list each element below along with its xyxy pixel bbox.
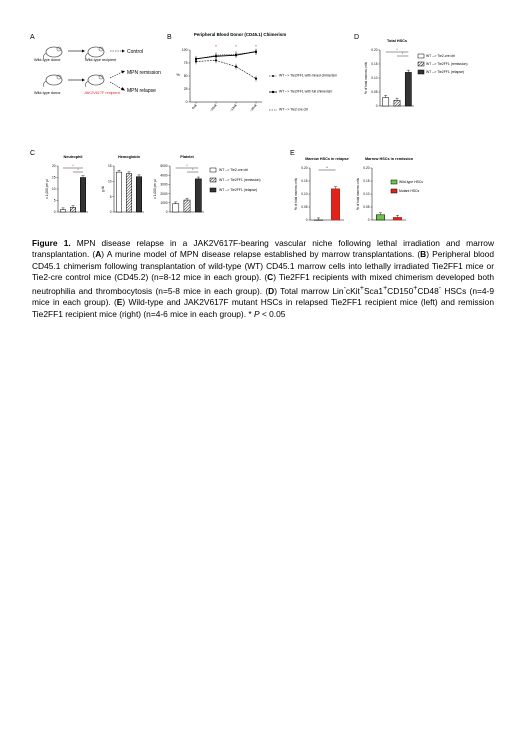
total-hsc-y-tick-label: 0 [375,104,378,109]
legend-e-mutant: Mutant HSCs [399,189,420,193]
total-hsc-y-tick-label: 0.10 [371,76,378,81]
total-hsc-sig-star: * [396,47,398,53]
hsc-relapse-y-tick-label: 0 [305,218,308,223]
legend-b-mixed: WT --> Tie2/FF1 with mixed chimerism [279,73,338,78]
outcome-remission: MPN remission [127,70,161,76]
legend-c-relapse: WT --> Tie2FF1 (relapse) [219,188,258,192]
chart-e-legend [391,180,423,193]
caption-e-text: Wild-type and JAK2V617F mutant HSCs in relapsed Tie2FF1 recipient mice (left) and remission Tie2FF1 recipient mice (right) (n=4-6 mice in each group). * [32,297,494,319]
hsc-relapse-y-tick-label: 0.15 [301,179,308,184]
hemoglobin-bar [116,172,122,212]
caption-b-text: Peripheral blood CD45.1 chimerism following transplantation of wild-type (WT) CD45.1 marrow cells into lethally irradiated Tie2FF1 mice or Tie2-cre control mice (CD45.2) (n=8-12 mice in each group). [32,249,494,282]
platelet-bar [173,204,179,212]
caption-d-letter: D [268,285,275,296]
arrowhead-3 [82,79,85,82]
panel-b-letter: B [167,34,172,41]
neutrophil-bar [70,207,76,212]
hemoglobin-y-tick-label: 15 [107,164,112,169]
chart-b-x-tick-label: 6wk [191,103,198,110]
chart-c-legend [210,168,260,192]
total-hsc-bar [394,100,400,106]
chart-b-x-tick-label: ~16wk [248,103,258,113]
total-hsc-title: Total HSCs [387,39,407,43]
hsc-relapse-y-tick-label: 0.05 [301,205,308,210]
mouse-icon [85,75,104,87]
platelet-sig-star: * [186,163,188,169]
figure-caption: Figure 1. MPN disease relapse in a JAK2V617F-bearing vascular niche following lethal irradiation and marrow transplantation. (A) A murine model of MPN disease relapse established by marrow transplantations. (B) Peripheral blood CD45.1 chimerism following transplantation of wild-type (WT) CD45.1 marrow cells into lethally irradiated Tie2FF1 mice or Tie2-cre control mice (CD45.2) (n=8-12 mice in each group). (C) Tie2FF1 recipients with mixed chimerism developed both neutrophilia and thrombocytosis (n=5-8 mice in each group). (D) Total marrow Lin-cKit+Sca1+CD150+CD48- HSCs (n=4-9 mice in each group). (E) Wild-type and JAK2V617F mutant HSCs in relapsed Tie2FF1 recipient mice (left) and remission Tie2FF1 recipient mice (right) (n=4-6 mice in each group). * P < 0.05 [32,238,495,319]
chart-b-x-tick-label: ~10wk [208,103,218,113]
chart-b-point [215,59,217,61]
outcome-control: Control [127,49,144,55]
chart-b-point [235,66,237,68]
outcome-relapse: MPN relapse [127,88,156,94]
chart-b-point [215,54,217,56]
platelet-y-label: x 1,000 per µl [153,179,157,199]
caption-c-text: Tie2FF1 recipients with mixed chimerism developed both neutrophilia and thrombocytosis (n=5-8 mice in each group). [32,271,495,296]
legend-d-remission: WT --> Tie2FF1 (remission) [426,62,468,66]
legend-e-wildtype: Wild-type HSCs [399,180,423,184]
chart-d-legend [418,54,467,74]
caption-a-letter: A [95,249,102,260]
legend-b-full: WT --> Tie2/FF1 with full chimerism [279,89,333,94]
chart-b-x-tick-label: ~13wk [228,103,238,113]
legend-c-ctrl: WT --> Tie2-cre ctrl [219,168,249,172]
panel-d-letter: D [354,34,360,41]
chart-b-y-label: % [176,72,180,77]
panel-d-chart [352,30,502,122]
platelet-bar [195,179,201,212]
chart-b-y-tick-label: 0 [185,100,188,105]
panel-e-chart [288,148,502,226]
chart-b-y-tick-label: 75 [183,61,188,66]
caption-intro: MPN disease relapse in a JAK2V617F-bearing vascular niche following lethal irradiation and marrow transplantation. [32,238,495,260]
legend-b-ctrl: WT --> Tie2-cre ctrl [279,107,309,112]
chart-b-sig-star: * [235,44,237,49]
caption-b-letter: B [420,249,427,260]
platelet-y-tick-label: 4000 [160,173,168,178]
hemoglobin-y-tick-label: 0 [109,210,112,215]
legend-c-remission: WT --> Tie2FF1 (remission) [219,178,261,182]
mouse-icon [43,75,62,87]
hsc-remission-y-tick-label: 0.20 [363,166,370,171]
arrowhead-2 [122,50,125,53]
caption-c-letter: C [267,271,274,282]
platelet-bar [184,200,190,212]
chart-b-title: Peripheral Blood Donor (CD45.1) Chimerism [193,32,287,37]
caption-e-letter: E [116,297,123,308]
neutrophil-y-tick-label: 20 [51,164,56,169]
hsc-relapse-title: Marrow HSCs in relapse [305,157,349,161]
hemoglobin-bar [126,174,132,212]
donor-label-2: Wild-type donor [34,91,61,95]
platelet-y-tick-label: 5000 [160,164,168,169]
neutrophil-bar [60,210,66,212]
hsc-remission-title: Marrow HSCs in remission [364,157,414,161]
chart-b-series-line [196,52,256,59]
legend-d-ctrl: WT --> Tie2-cre ctrl [426,54,456,58]
donor-label-1: Wild-type donor [34,58,61,62]
platelet-y-tick-label: 3000 [160,182,168,187]
hsc-relapse-y-label: % of total marrow cells [294,177,298,211]
hemoglobin-y-tick-label: 10 [107,179,112,184]
dashed-arrow-3 [110,82,122,89]
total-hsc-y-label: % of total marrow cells [364,61,368,95]
hsc-remission-y-tick-label: 0 [367,218,370,223]
neutrophil-y-label: x 1,000 per µl [45,179,49,199]
caption-fig-label: Figure 1. [32,238,71,248]
panel-c-letter: C [30,150,36,157]
hemoglobin-y-label: g /dl [101,185,105,193]
chart-b-y-tick-label: 50 [183,74,188,79]
arrowhead-1 [82,50,85,53]
neutrophil-y-tick-label: 0 [53,210,56,215]
caption-p-tail: < 0.05 [259,308,286,319]
chart-b-point [255,78,257,80]
hsc-remission-y-label: % of total marrow cells [356,177,360,211]
recipient-label-1: Wild-type recipient [85,58,117,62]
panel-a-letter: A [30,34,35,41]
chart-b-y-tick-label: 100 [181,48,188,53]
chart-b-sig-star: * [255,44,257,49]
platelet-title: Platelet [180,155,194,159]
chart-b-series-line [196,60,256,78]
total-hsc-y-tick-label: 0.05 [371,90,378,95]
total-hsc-bar [383,98,389,106]
hsc-remission-y-tick-label: 0.10 [363,192,370,197]
neutrophil-sig-star: * [72,163,74,169]
hsc-relapse-bar [331,189,340,220]
hsc-relapse-y-tick-label: 0.10 [301,192,308,197]
hsc-remission-y-tick-label: 0.15 [363,179,370,184]
hsc-relapse-y-tick-label: 0.20 [301,166,308,171]
dashed-arrow-2 [110,72,122,78]
platelet-y-tick-label: 0 [165,210,168,215]
panel-a [28,30,173,110]
panel-b-chart [165,30,353,148]
total-hsc-y-tick-label: 0.20 [371,48,378,53]
platelet-y-tick-label: 1000 [160,201,168,205]
hemoglobin-y-tick-label: 5 [109,194,112,199]
panel-e-letter: E [290,150,295,157]
hsc-remission-y-tick-label: 0.05 [363,205,370,210]
chart-b-y-tick-label: 25 [183,87,188,92]
total-hsc-sig-star: * [401,51,404,57]
hemoglobin-title: Hemoglobin [118,155,140,159]
caption-a-text: A murine model of MPN disease relapse established by marrow transplantations. [106,249,415,260]
neutrophil-sig-star: * [77,167,79,173]
chart-b-legend [269,74,337,112]
hsc-remission-bar [376,215,385,220]
total-hsc-y-tick-label: 0.15 [371,62,378,67]
hsc-relapse-sig-star: * [326,165,328,171]
recipient-label-2: JAK2V617F recipient [84,91,120,95]
legend-d-relapse: WT --> Tie2FF1 (relapse) [426,70,465,74]
total-hsc-bar [405,72,411,106]
platelet-sig-star: * [191,167,194,173]
platelet-y-tick-label: 2000 [160,191,168,196]
chart-b-sig-star: * [215,44,217,49]
neutrophil-y-tick-label: 5 [53,198,56,203]
neutrophil-y-tick-label: 10 [51,187,56,192]
caption-p-italic: P [253,308,260,319]
neutrophil-title: Neutrophil [63,155,83,159]
neutrophil-y-tick-label: 15 [51,175,56,180]
hemoglobin-bar [136,177,142,212]
neutrophil-bar [80,178,86,213]
hsc-remission-bar [393,217,402,220]
caption-d-text: Total marrow Lin-cKit+Sca1+CD150+CD48- HSCs (n=4-9 mice in each group). [32,285,494,308]
panel-c-chart [28,148,290,226]
